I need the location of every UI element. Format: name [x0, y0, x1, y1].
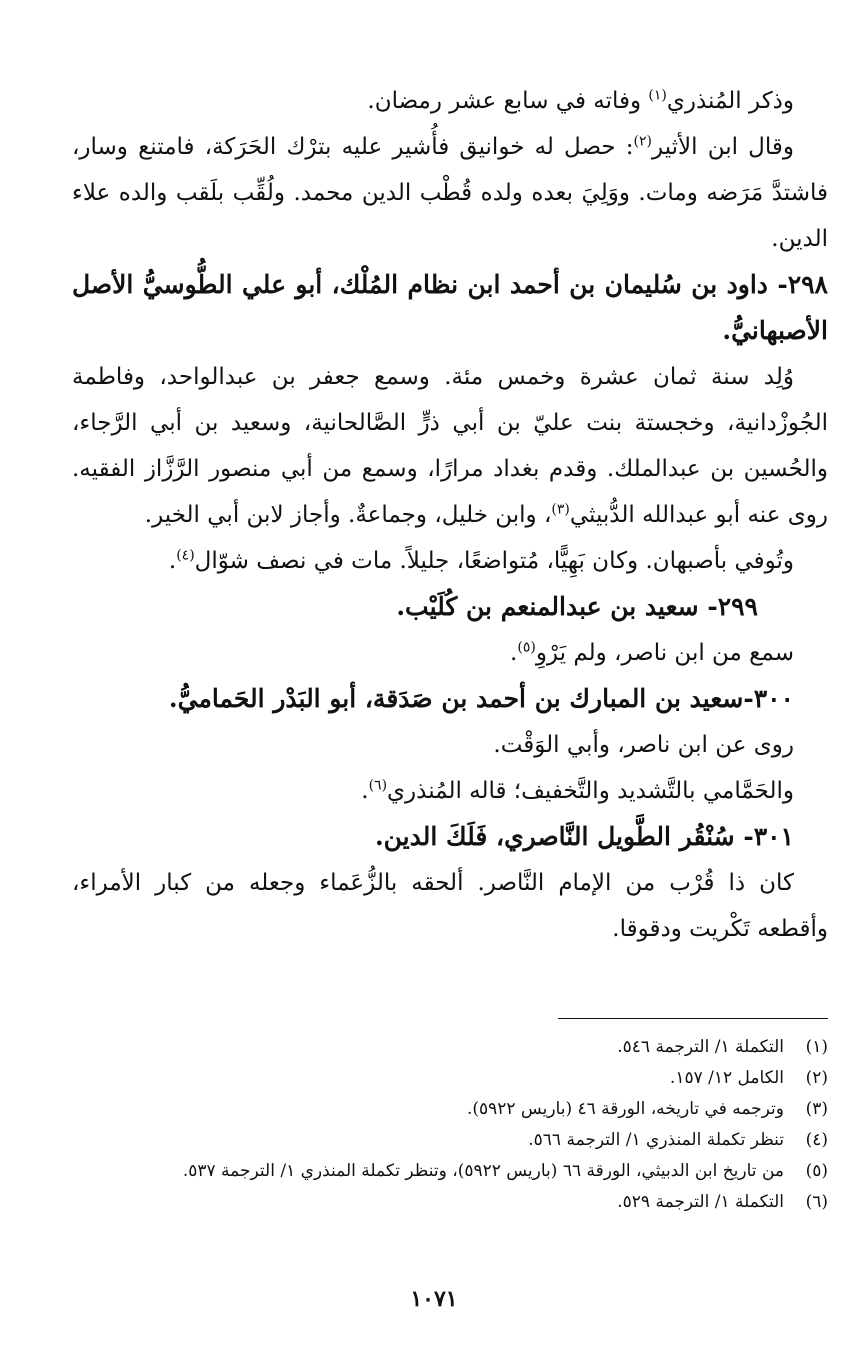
footnote-number: (١) — [805, 1037, 828, 1057]
footnote-text: التكملة ١/ الترجمة ٥٢٩. — [617, 1192, 784, 1212]
footnote-marker[interactable]: (٥) — [517, 639, 536, 656]
text-run: . — [168, 548, 177, 574]
paragraph-entry-298 — [72, 354, 828, 538]
footnote-text: من تاريخ ابن الدبيثي، الورقة ٦٦ (باريس ٥٩٢٢)، وتنظر تكملة المنذري ١/ الترجمة ٥٣٧. — [182, 1161, 784, 1181]
footnote-item — [30, 1187, 828, 1218]
text-run: ، وابن خليل، وجماعةٌ. وأجاز لابن أبي الخير. — [144, 502, 552, 528]
entry-heading-300: ٣٠٠-سعيد بن المبارك بن أحمد بن صَدَقة، أبو البَدْر الحَماميُّ. — [168, 684, 794, 713]
footnote-number: (٢) — [805, 1068, 828, 1088]
text-run: كان ذا قُرْب من الإمام النَّاصر. ألحقه بالزُّعَماء وجعله من كبار الأمراء، وأقطعه تَكْريت ودقوقا. — [72, 870, 828, 942]
footnote-marker[interactable]: (١) — [648, 87, 667, 104]
page-number: ١٠٧١ — [410, 1286, 458, 1312]
text-run: وتُوفي بأصبهان. وكان بَهِيًّا، مُتواضعًا، جليلاً. مات في نصف شوّال — [194, 548, 794, 574]
footnote-number: (٤) — [805, 1130, 828, 1150]
paragraph-mundhiri — [72, 78, 828, 124]
text-run: وقال ابن الأثير — [652, 134, 794, 160]
footnote-item — [30, 1156, 828, 1187]
main-text — [72, 78, 828, 952]
footnote-marker[interactable]: (٤) — [176, 547, 195, 564]
entry-heading-298: ٢٩٨- داود بن سُليمان بن أحمد ابن نظام المُلْك، أبو علي الطُّوسيُّ الأصل الأصبهانيُّ. — [72, 270, 828, 345]
text-run: . — [361, 778, 369, 804]
footnote-number: (٥) — [805, 1161, 828, 1181]
footnote-marker[interactable]: (٦) — [368, 777, 388, 794]
text-run: . — [510, 640, 518, 666]
paragraph-entry-300 — [72, 722, 828, 768]
footnote-marker[interactable]: (٢) — [633, 133, 653, 150]
footnote-item — [30, 1063, 828, 1094]
text-run: : حصل له خوانيق فأُشير عليه بترْك الحَرَكة، فامتنع وسار، فاشتدَّ مَرَضه ومات. ووَلِيَ بعده ولده قُطْب الدين محمد. ولُقِّب بلَقب والده علاء الدين. — [72, 134, 828, 252]
footnote-number: (٣) — [805, 1099, 828, 1119]
footnote-marker[interactable]: (٣) — [551, 501, 570, 518]
entry-heading-299: ٢٩٩- سعيد بن عبدالمنعم بن كُلَيْب. — [396, 592, 758, 621]
footnotes — [30, 1032, 828, 1218]
footnote-item — [30, 1125, 828, 1156]
text-run: روى عن ابن ناصر، وأبي الوَقْت. — [493, 732, 794, 758]
text-run: وفاته في سابع عشر رمضان. — [367, 88, 649, 114]
text-run: سمع من ابن ناصر، ولم يَرْوِ — [535, 640, 794, 666]
entry-heading-301: ٣٠١- سُنْقُر الطَّويل النَّاصري، فَلَكَ الدين. — [374, 822, 794, 851]
text-run: والحَمَّامي بالتَّشديد والتَّخفيف؛ قاله المُنذري — [387, 778, 794, 804]
footnote-text: وترجمه في تاريخه، الورقة ٤٦ (باريس ٥٩٢٢). — [466, 1099, 784, 1119]
footnote-text: الكامل ١٢/ ١٥٧. — [669, 1068, 784, 1088]
paragraph-death-298 — [72, 538, 828, 584]
text-run: وُلِد سنة ثمان عشرة وخمس مئة. وسمع جعفر بن عبدالواحد، وفاطمة الجُوزْدانية، وخجستة بنت عليّ بن أبي ذرٍّ الصَّالحانية، وسعيد بن أبي الرَّجاء، والحُسين بن عبدالملك. وقدم بغداد مرارًا، وسمع من أبي منصور الرَّزَّاز الفقيه. روى عنه أبو عبدالله الدُّبيثي — [72, 364, 828, 528]
footnote-number: (٦) — [805, 1192, 828, 1212]
paragraph-hammami-note — [72, 768, 828, 814]
footnote-item — [30, 1032, 828, 1063]
paragraph-entry-299 — [72, 630, 828, 676]
footnote-text: التكملة ١/ الترجمة ٥٤٦. — [617, 1037, 784, 1057]
footnote-text: تنظر تكملة المنذري ١/ الترجمة ٥٦٦. — [528, 1130, 784, 1150]
footnote-item — [30, 1094, 828, 1125]
footnote-divider — [558, 1018, 828, 1019]
text-run: وذكر المُنذري — [666, 88, 794, 114]
paragraph-entry-301 — [72, 860, 828, 952]
paragraph-ibn-athir — [72, 124, 828, 262]
